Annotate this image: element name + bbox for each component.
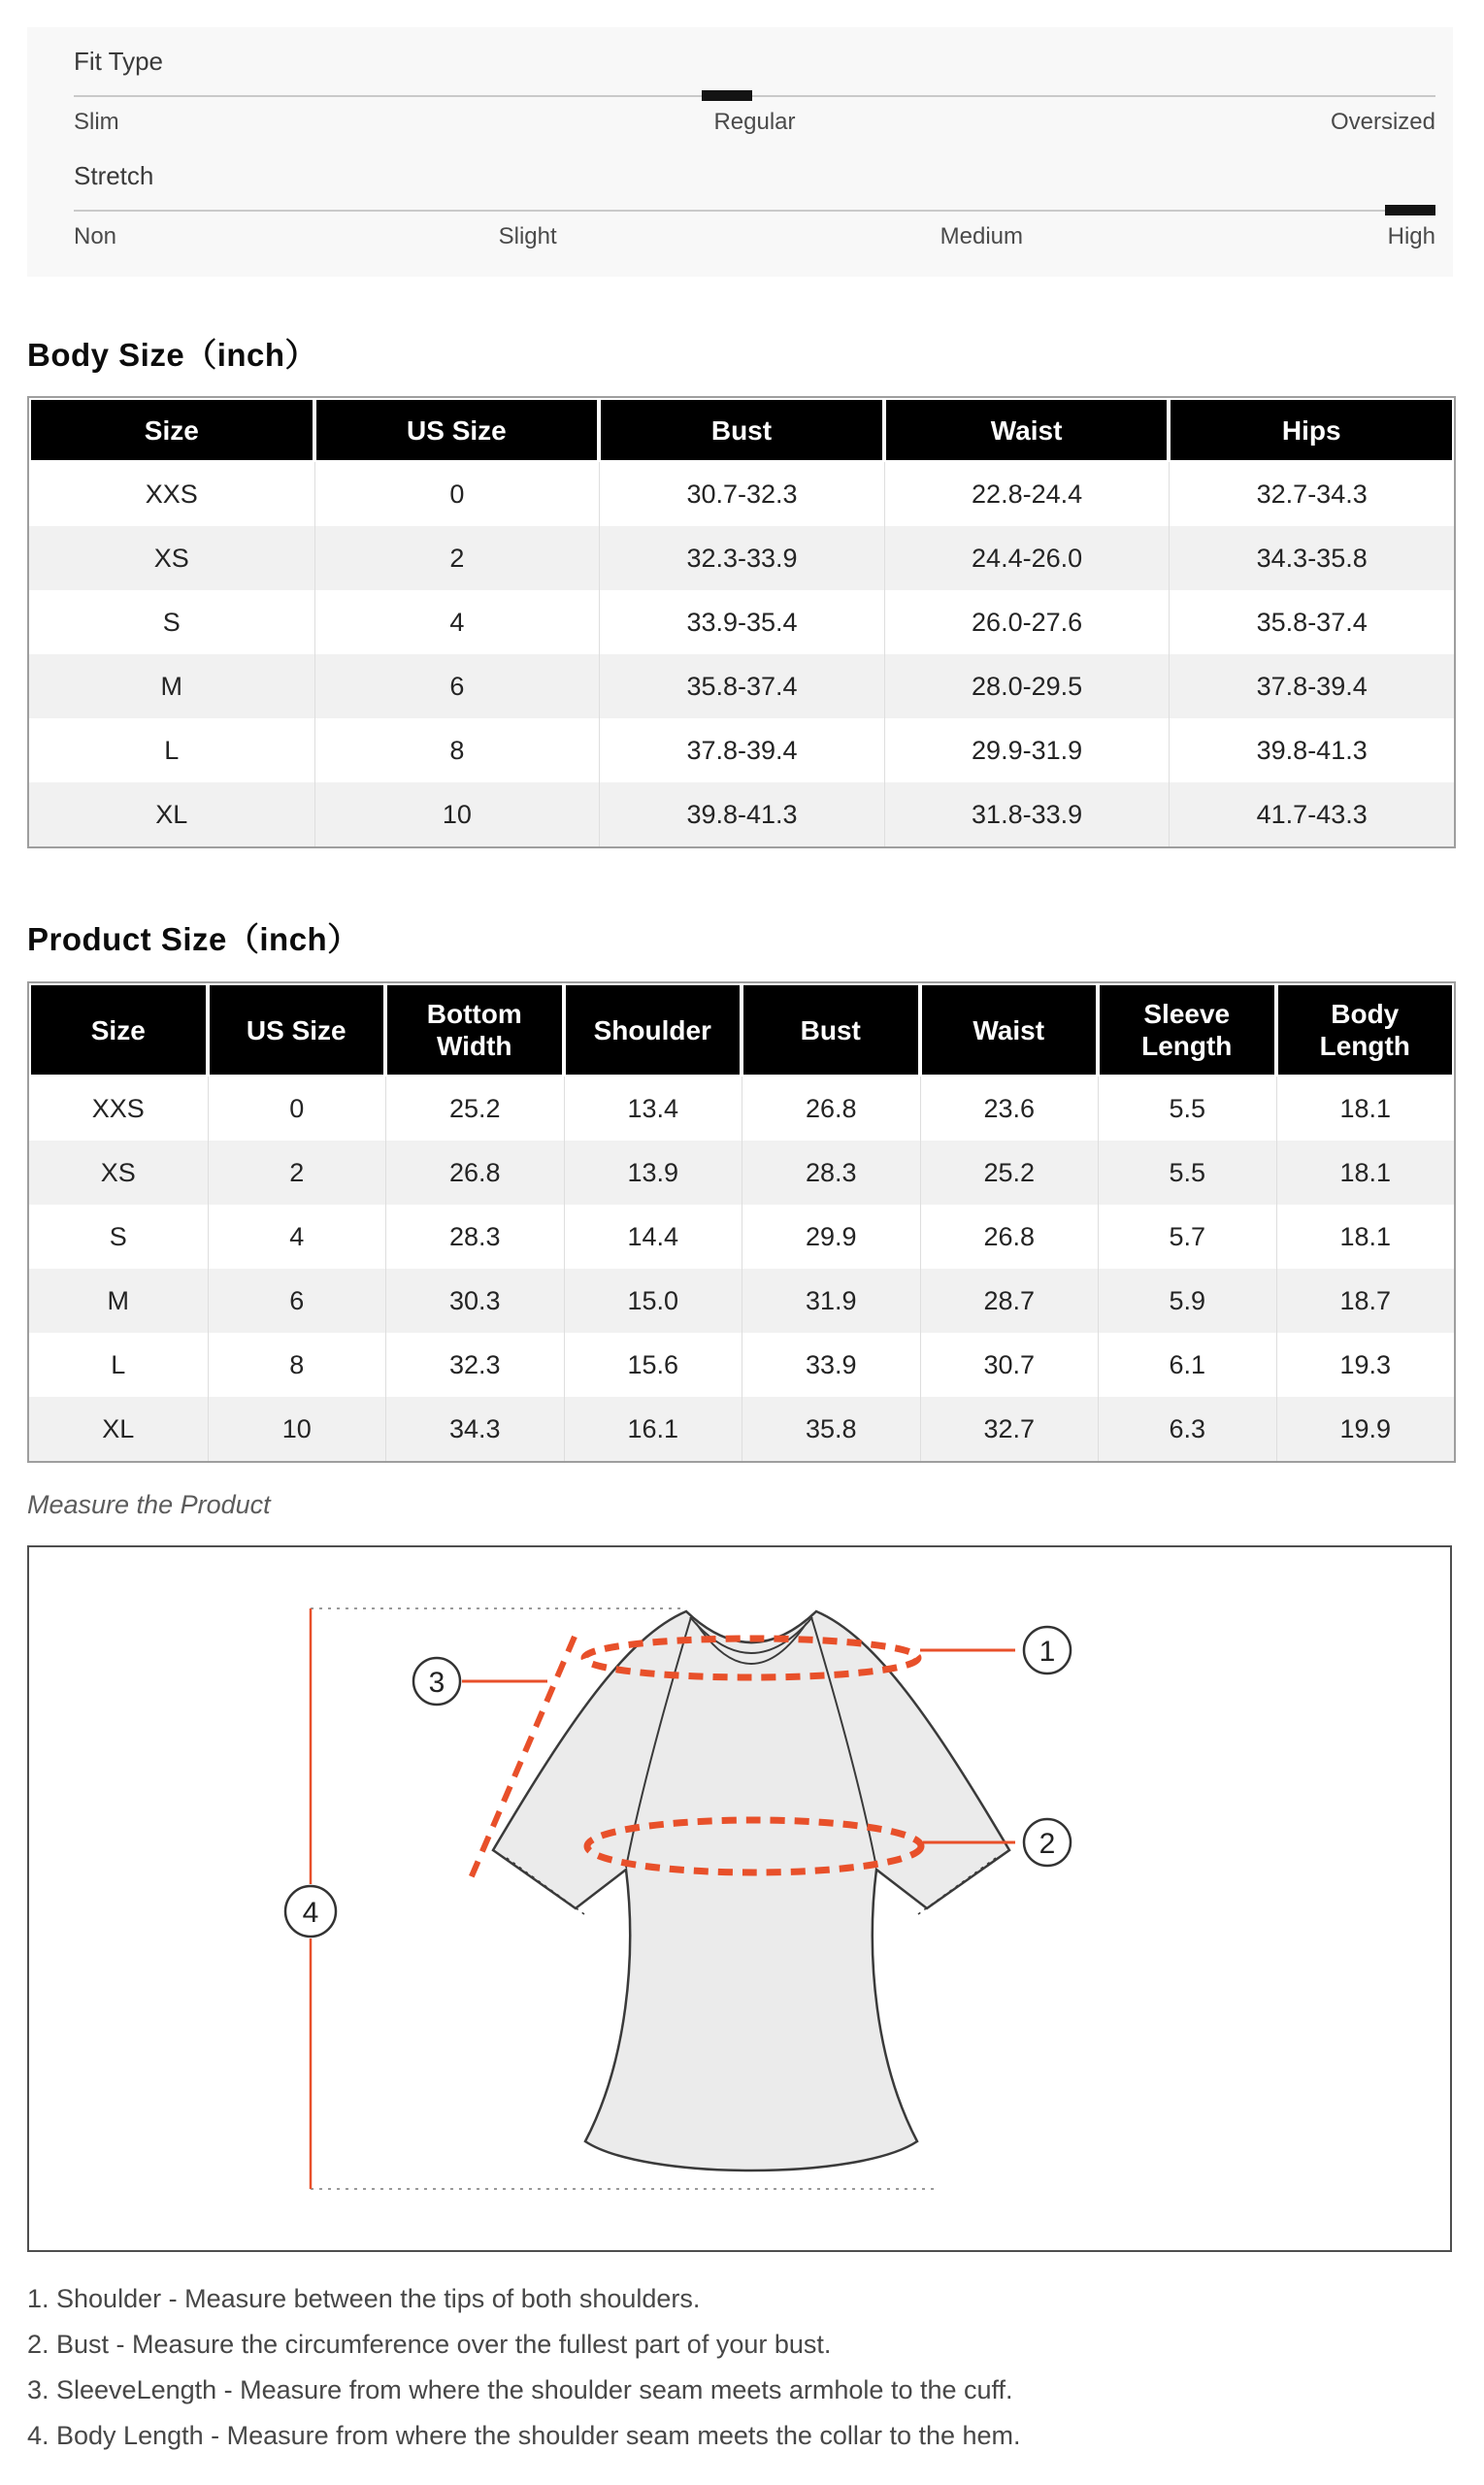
cell: 41.7-43.3 [1169, 782, 1454, 846]
cell: 26.8 [742, 1077, 920, 1141]
cell: 22.8-24.4 [884, 462, 1170, 526]
col-header-size: Size [29, 398, 314, 462]
table-row [29, 526, 1454, 590]
cell: 32.3 [385, 1333, 564, 1397]
table-row [29, 654, 1454, 718]
col-header-us-size: US Size [208, 983, 386, 1077]
col-header-bust: Bust [599, 398, 884, 462]
slider-option-non: Non [74, 223, 117, 249]
header-row [29, 398, 1454, 462]
cell: 16.1 [564, 1397, 742, 1461]
header-row [29, 983, 1454, 1077]
cell: 26.8 [385, 1141, 564, 1205]
cell: 18.1 [1276, 1205, 1455, 1269]
cell: S [109, 1221, 127, 1251]
tshirt-measure-diagram [29, 1547, 1450, 2250]
callout-number-1: 1 [1039, 1636, 1056, 1668]
slider-option-regular: Regular [713, 109, 796, 135]
stretch-marker [1385, 205, 1435, 215]
cell: 24.4-26.0 [884, 526, 1170, 590]
cell: 28.0-29.5 [884, 654, 1170, 718]
body-size-table [27, 396, 1456, 848]
table-row [29, 462, 1454, 526]
note-line: 2. Bust - Measure the circumference over the fullest part of your bust. [27, 2330, 832, 2359]
cell: 26.8 [920, 1205, 1099, 1269]
fit-info-panel [27, 27, 1453, 277]
slider-option-slim: Slim [74, 109, 119, 135]
cell: XL [29, 1397, 208, 1461]
cell: 35.8-37.4 [599, 654, 884, 718]
cell: 0 [208, 1077, 386, 1141]
col-header-shoulder: Shoulder [564, 983, 742, 1077]
cell: 31.9 [742, 1269, 920, 1333]
tshirt-outline [493, 1611, 1009, 2170]
measure-diagram-box [27, 1545, 1452, 2252]
table-row [29, 1333, 1454, 1397]
cell: L [111, 1349, 126, 1379]
table-row [29, 1397, 1454, 1461]
cell: 18.1 [1276, 1141, 1455, 1205]
cell: 10 [208, 1397, 386, 1461]
measure-notes [27, 2276, 1444, 2459]
cell: 18.1 [1276, 1077, 1455, 1141]
cell: 6 [208, 1269, 386, 1333]
cell: 13.9 [564, 1141, 742, 1205]
cell: 4 [208, 1205, 386, 1269]
cell: 5.9 [1098, 1269, 1276, 1333]
cell: M [29, 1269, 208, 1333]
slider-option-slight: Slight [498, 223, 557, 249]
cell: 30.3 [385, 1269, 564, 1333]
cell: 39.8-41.3 [1169, 718, 1454, 782]
cell: XS [29, 1141, 208, 1205]
col-header-size: Size [29, 983, 208, 1077]
fit-type-group [74, 47, 1435, 136]
table-row [29, 1077, 1454, 1141]
cell: 14.4 [564, 1205, 742, 1269]
note-line: 4. Body Length - Measure from where the shoulder seam meets the collar to the hem. [27, 2421, 1021, 2450]
note-line: 3. SleeveLength - Measure from where the shoulder seam meets armhole to the cuff. [27, 2375, 1013, 2404]
cell: 37.8-39.4 [599, 718, 884, 782]
body-size-heading: Body Size（inch） [27, 337, 318, 373]
cell: 19.9 [1276, 1397, 1455, 1461]
table-row [29, 1269, 1454, 1333]
note-line: 1. Shoulder - Measure between the tips of both shoulders. [27, 2284, 701, 2313]
cell: 15.0 [564, 1269, 742, 1333]
cell: 35.8 [742, 1397, 920, 1461]
col-header-sleeve-length: Sleeve Length [1098, 983, 1276, 1077]
cell: 10 [314, 782, 600, 846]
cell: 35.8-37.4 [1169, 590, 1454, 654]
cell: 31.8-33.9 [884, 782, 1170, 846]
col-header-waist: Waist [920, 983, 1099, 1077]
col-header-body-length: Body Length [1276, 983, 1455, 1077]
table-row [29, 782, 1454, 846]
callout-number-2: 2 [1039, 1828, 1056, 1860]
table-row [29, 590, 1454, 654]
cell: 6.1 [1098, 1333, 1276, 1397]
col-header-bust: Bust [742, 983, 920, 1077]
callout-number-3: 3 [428, 1667, 445, 1699]
col-header-hips: Hips [1169, 398, 1454, 462]
stretch-track [74, 210, 1435, 212]
cell: 29.9 [742, 1205, 920, 1269]
stretch-label: Stretch [74, 161, 154, 190]
slider-option-high: High [1387, 223, 1435, 249]
cell: 25.2 [385, 1077, 564, 1141]
fit-type-marker [702, 90, 752, 101]
col-header-waist: Waist [884, 398, 1170, 462]
cell: XS [29, 526, 314, 590]
table-row [29, 718, 1454, 782]
cell: 0 [314, 462, 600, 526]
cell: 39.8-41.3 [599, 782, 884, 846]
stretch-group [74, 161, 1435, 250]
cell: 2 [208, 1141, 386, 1205]
cell: 15.6 [564, 1333, 742, 1397]
cell: 25.2 [920, 1141, 1099, 1205]
stretch-options [74, 223, 1435, 250]
fit-type-track [74, 95, 1435, 97]
cell: 34.3-35.8 [1169, 526, 1454, 590]
cell: XXS [145, 479, 198, 509]
cell: 5.5 [1098, 1141, 1276, 1205]
cell: 2 [314, 526, 600, 590]
cell: 32.7-34.3 [1169, 462, 1454, 526]
cell: 34.3 [385, 1397, 564, 1461]
cell: 28.7 [920, 1269, 1099, 1333]
cell: 33.9 [742, 1333, 920, 1397]
cell: S [162, 607, 181, 637]
measure-caption: Measure the Product [27, 1490, 271, 1519]
col-header-bottom-width: Bottom Width [385, 983, 564, 1077]
cell: 19.3 [1276, 1333, 1455, 1397]
cell: 8 [314, 718, 600, 782]
cell: 23.6 [920, 1077, 1099, 1141]
table-row [29, 1205, 1454, 1269]
cell: L [164, 735, 180, 765]
slider-option-oversized: Oversized [1330, 109, 1435, 135]
cell: 32.7 [920, 1397, 1099, 1461]
table-row [29, 1141, 1454, 1205]
callout-number-4: 4 [302, 1897, 319, 1929]
col-header-us-size: US Size [314, 398, 600, 462]
product-size-heading: Product Size（inch） [27, 921, 360, 957]
cell: 33.9-35.4 [599, 590, 884, 654]
cell: 37.8-39.4 [1169, 654, 1454, 718]
cell: 6.3 [1098, 1397, 1276, 1461]
cell: 30.7 [920, 1333, 1099, 1397]
cell: 6 [314, 654, 600, 718]
cell: XL [29, 782, 314, 846]
cell: XXS [91, 1093, 145, 1123]
cell: 28.3 [385, 1205, 564, 1269]
product-size-table [27, 981, 1456, 1463]
cell: M [29, 654, 314, 718]
fit-type-label: Fit Type [74, 47, 164, 76]
slider-option-medium: Medium [940, 223, 1024, 249]
cell: 32.3-33.9 [599, 526, 884, 590]
cell: 30.7-32.3 [599, 462, 884, 526]
cell: 5.5 [1098, 1077, 1276, 1141]
cell: 18.7 [1276, 1269, 1455, 1333]
cell: 13.4 [564, 1077, 742, 1141]
cell: 26.0-27.6 [884, 590, 1170, 654]
fit-type-options [74, 109, 1435, 136]
cell: 8 [208, 1333, 386, 1397]
cell: 28.3 [742, 1141, 920, 1205]
cell: 4 [314, 590, 600, 654]
cell: 5.7 [1098, 1205, 1276, 1269]
cell: 29.9-31.9 [884, 718, 1170, 782]
